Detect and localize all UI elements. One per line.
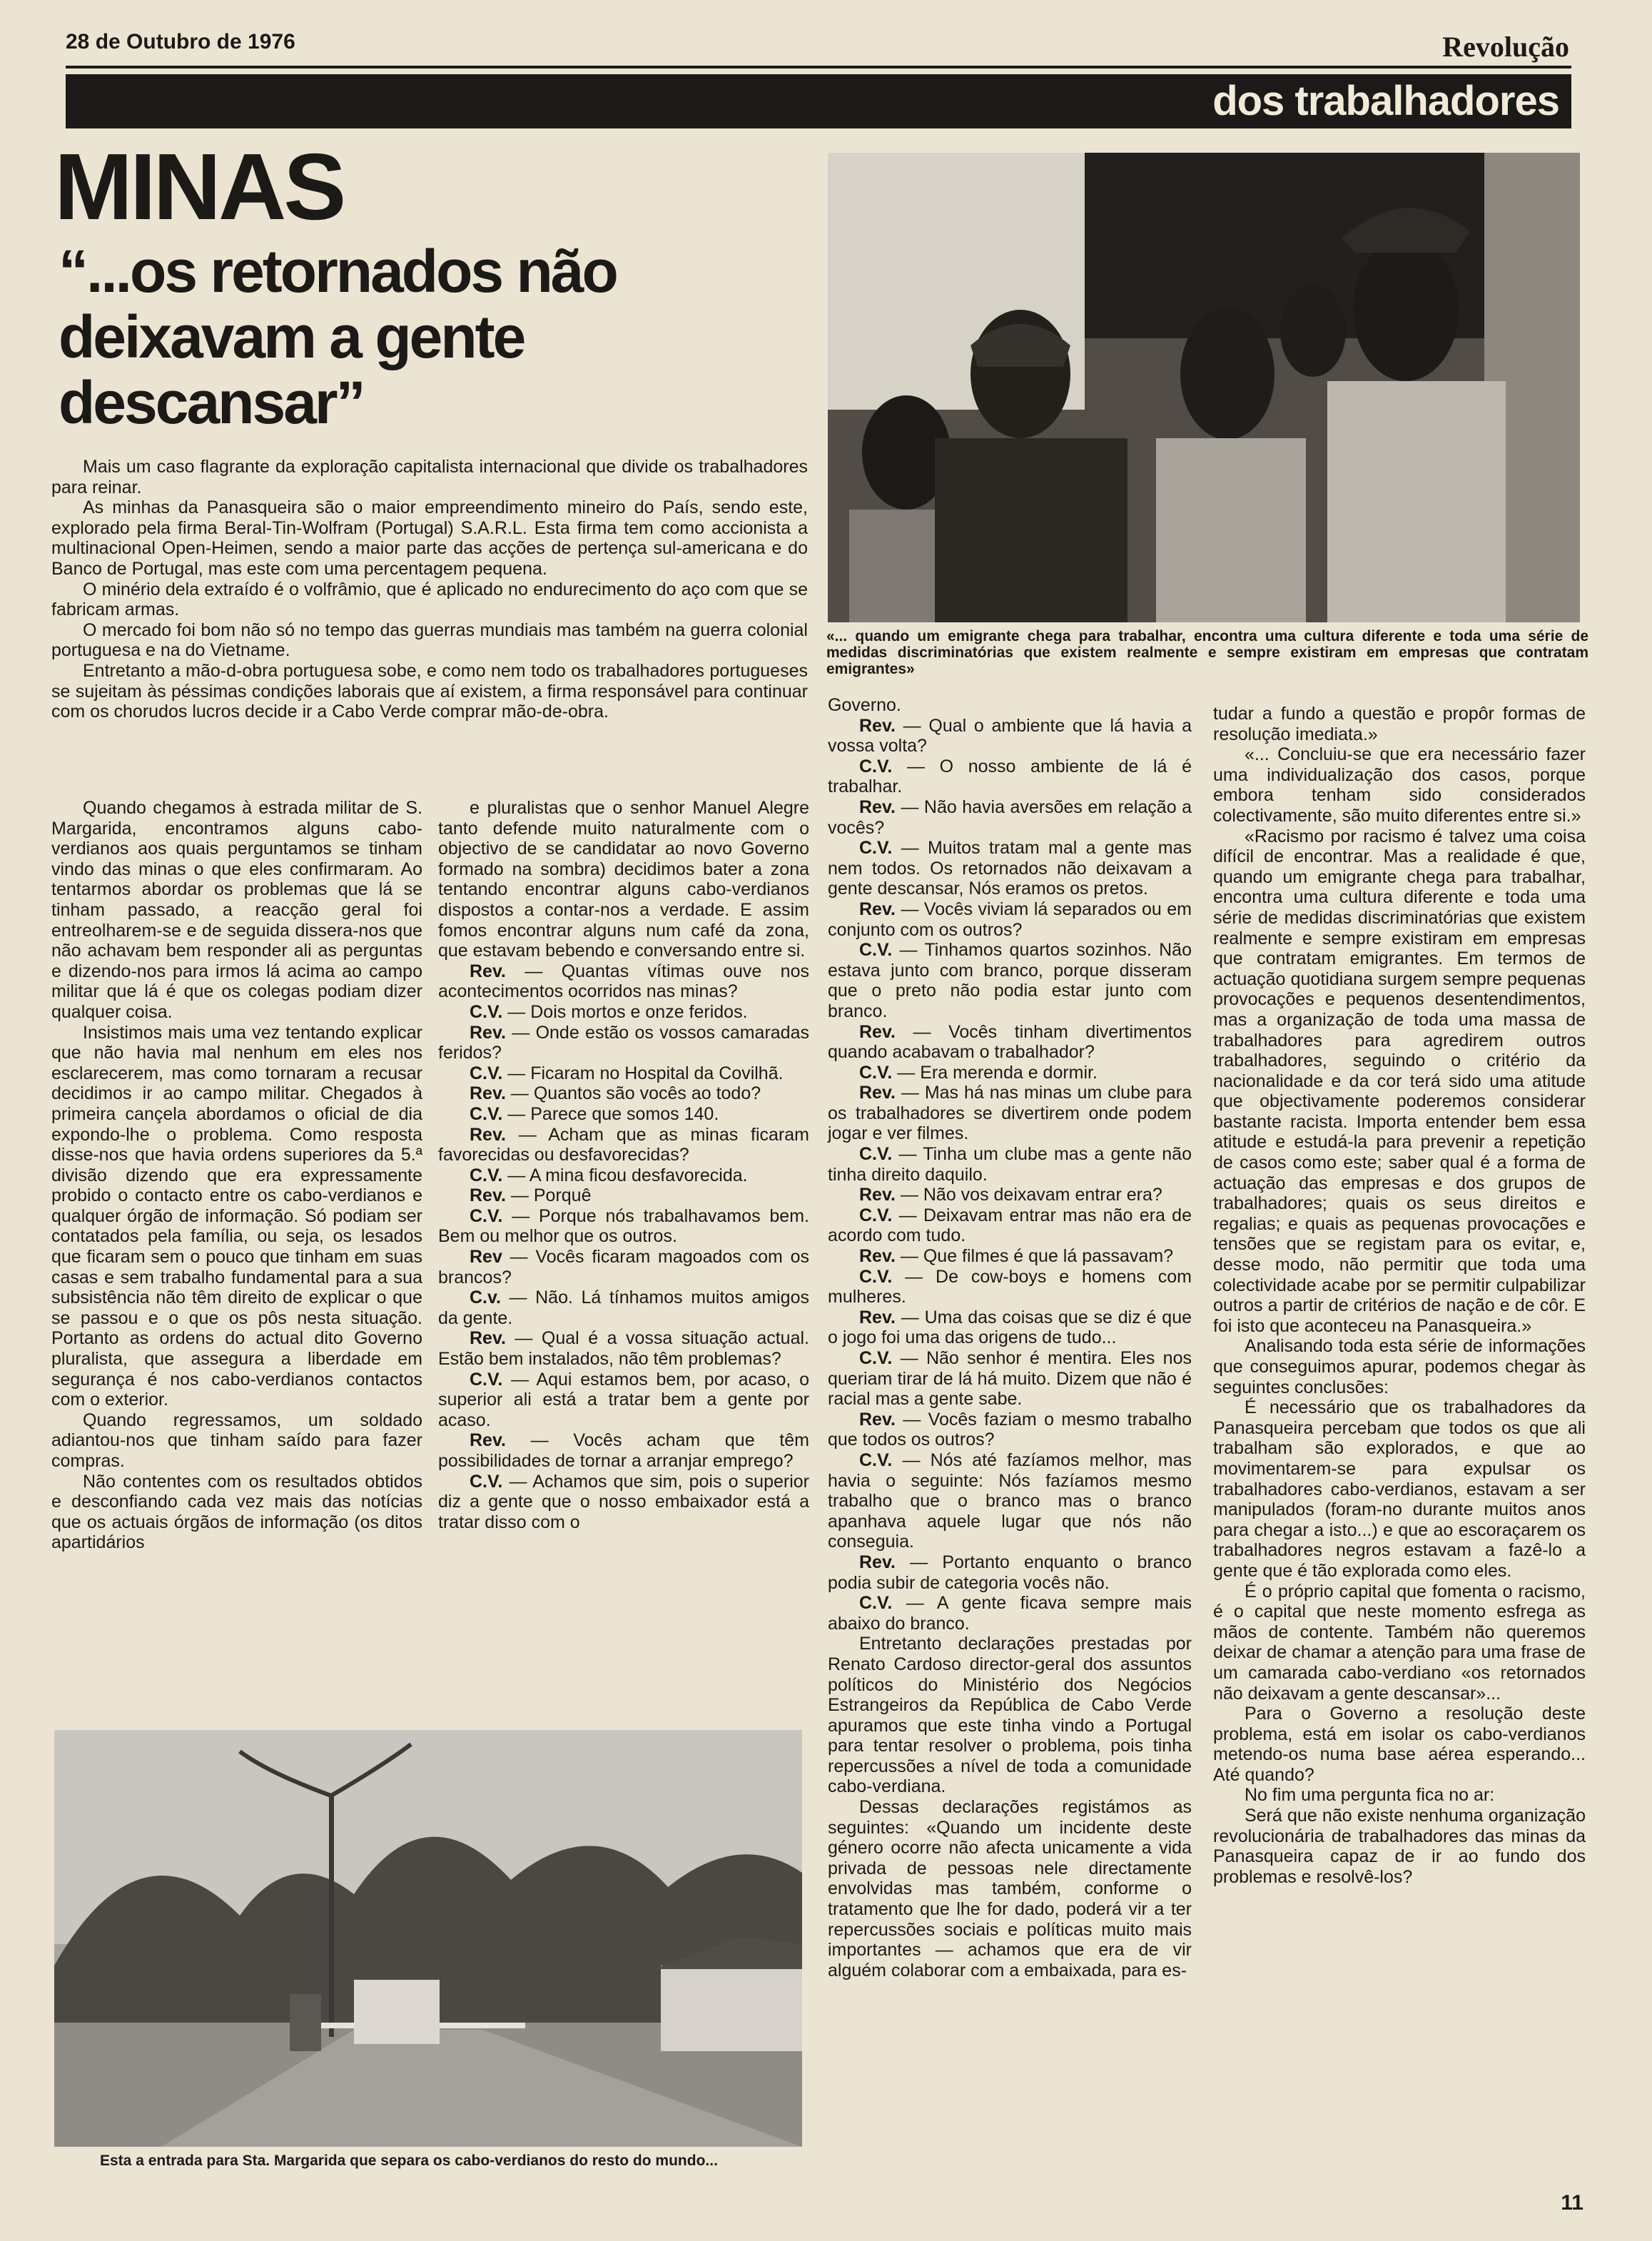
speaker-label: Rev. [470,1124,506,1145]
paragraph: tudar a fundo a questão e propôr formas de resolução imediata.» [1213,704,1586,744]
article-headline: “...os retornados não deixavam a gente descansar” [59,238,617,436]
interview-line: Rev. — Quantas vítimas ouve nos acontecimentos ocorridos nas minas? [438,961,809,1002]
interview-line: C.V. — Parece que somos 140. [470,1103,719,1124]
paragraph: É necessário que os trabalhadores da Panasqueira percebam que todos os que ali trabalham são explorados, e que ao movimentarem-se para expulsar os trabalhadores cabo-verdianos, estavam a ser manipulados (foram-no durante muitos anos para chegar a isto...) e que ao escoraçarem os trabalhadores negros estavam a fazê-lo a gente que é tão explorada como eles. [1213,1397,1586,1581]
speaker-text: Parece que somos 140. [530,1103,719,1124]
interview-line: Rev. — Que filmes é que lá passavam? [859,1246,1174,1267]
interview-line: Rev. — Vocês acham que têm possibilidades de tornar a arranjar emprego? [438,1430,809,1471]
speaker-label: C.V. [859,756,893,776]
speaker-label: Rev. [859,1083,896,1103]
section-title: dos trabalhadores [1212,78,1559,124]
interview-line: C.V. — A gente ficava sempre mais abaixo do branco. [828,1593,1192,1634]
paragraph: Quando chegamos à estrada militar de S. Margarida, encontramos alguns cabo-verdianos aos quais perguntamos se tinham vindo das minas o que eles confirmaram. Ao tentarmos abordar os problemas que lá se tinham passado, a reacção geral foi entreolharem-se e de seguida dissera-nos que não achavam bem responder ali as perguntas e dizendo-nos para irmos lá acima ao campo militar que lá é que os colegas podiam dizer qualquer coisa. [51,798,422,1022]
interview-line: C.V. — Não senhor é mentira. Eles nos queriam tirar de lá há muito. Dizem que não é racial mas a gente sabe. [828,1348,1192,1410]
interview-line: C.V. — A mina ficou desfavorecida. [470,1165,748,1185]
interview-line: C.V. — Aqui estamos bem, por acaso, o superior ali está a tratar bem a gente por acaso. [438,1369,809,1430]
speaker-label: C.V. [470,1165,503,1185]
speaker-text: Vocês acham que têm possibilidades de tornar a arranjar emprego? [438,1430,809,1471]
speaker-text: Qual o ambiente que lá havia a vossa volta? [828,715,1192,757]
speaker-text: O nosso ambiente de lá é trabalhar. [828,756,1192,797]
article-column-3 [828,695,1192,1981]
interview-line: Rev. — Porquê [470,1185,592,1206]
speaker-label: C.V. [859,1348,893,1368]
paragraph: O mercado foi bom não só no tempo das guerras mundiais mas também na guerra colonial portuguesa e na do Vietname. [51,619,808,661]
speaker-text: Tinhamos quartos sozinhos. Não estava junto com branco, porque disseram que o preto não podia estar junto com branco. [828,940,1192,1021]
paragraph: «Racismo por racismo é talvez uma coisa difícil de encontrar. Mas a realidade é que, quando um emigrante chega para trabalhar, encontra uma cultura diferente e toda uma série de medidas discriminatórias que existem realmente e sempre existiram em empresas que contratam emigrantes. Em termos de actuação quotidiana surgem sempre pequenas provocações e pequenos desentendimentos, mas a organização de toda uma massa de trabalhadores para agredirem outros trabalhadores, seguindo o critério da nacionalidade e da cor terá sido uma atitude que objectivamente poderemos considerar bastante racista. Importa entender bem essa atitude e estudá-la para prevenir a repetição de casos como este; saber qual é a forma de actuação das empresas e dos grupos de trabalhadores; quais os seus direitos e regalias; e quais as pequenas provocações e tensões que se registam para os evitar, e, desse modo, não permitir que toda uma colectividade acabe por se permitir culpabilizar outros a partir de critérios de nação e de côr. E foi isto que aconteceu na Panasqueira.» [1213,826,1586,1336]
issue-date: 28 de Outubro de 1976 [66,30,295,54]
speaker-label: C.V. [859,1450,893,1470]
header-rule [66,66,1571,69]
interview-line: Rev. — Quantos são vocês ao todo? [470,1083,761,1104]
article-kicker: MINAS [54,134,344,239]
speaker-text: Tinha um clube mas a gente não tinha direito daquilo. [828,1144,1192,1185]
speaker-label: C.V. [470,1471,503,1492]
paragraph: Para o Governo a resolução deste problema, está em isolar os cabo-verdianos metendo-os numa base aérea esperando... Até quando? [1213,1704,1586,1785]
speaker-text: Onde estão os vossos camaradas feridos? [438,1022,809,1063]
interview-line: C.V. — Tinhamos quartos sozinhos. Não estava junto com branco, porque disseram que o preto não podia estar junto com branco. [828,940,1192,1021]
speaker-label: Rev. [470,1185,506,1206]
article-intro [51,457,808,722]
speaker-label: Rev. [859,796,896,817]
workers-photo-caption: «... quando um emigrante chega para trabalhar, encontra uma cultura diferente e toda uma série de medidas discriminatórias que existem realmente e sempre existiram em empresas que contratam emigrantes» [826,628,1588,677]
paragraph: Analisando toda esta série de informações que conseguimos apurar, podemos chegar às seguintes conclusões: [1213,1336,1586,1397]
speaker-text: Dois mortos e onze feridos. [530,1001,748,1022]
paragraph: Quando regressamos, um soldado adiantou-nos que tinham saído para fazer compras. [51,1410,422,1471]
page-number: 11 [1561,2191,1583,2215]
workers-photo-illustration [828,153,1580,622]
entrance-photo-illustration [54,1730,802,2147]
speaker-label: Rev [470,1247,502,1268]
speaker-text: Porquê [533,1185,592,1206]
speaker-text: Acham que as minas ficaram favorecidas ou desfavorecidas? [438,1124,810,1165]
workers-photo [828,153,1580,622]
speaker-label: Rev. [470,1328,506,1349]
entrance-photo-caption: Esta a entrada para Sta. Margarida que separa os cabo-verdianos do resto do mundo... [100,2153,718,2169]
speaker-text: De cow-boys e homens com mulheres. [828,1266,1192,1307]
speaker-text: A mina ficou desfavorecida. [529,1165,748,1185]
speaker-label: Rev. [859,1307,896,1327]
paragraph: e pluralistas que o senhor Manuel Alegre tanto defende muito naturalmente com o objectivo de se candidatar ao novo Governo formado na sombra) decidimos bater a zona tentando encontrar alguns cabo-verdianos dispostos a contar-nos a verdade. E assim fomos encontrar alguns num café da zona, que estavam bebendo e conversando entre si. [438,798,809,961]
speaker-label: C.V. [470,1001,503,1022]
paragraph: Insistimos mais uma vez tentando explicar que não havia mal nenhum em eles nos esclarecerem, mas como tornaram a recusar decidimos ir ao campo militar. Chegados à primeira cançela abordamos o oficial de dia expondo-lhe o problema. Como resposta disse-nos que havia ordens superiores da 5.ª divisão dizendo que era expressamente probido o contacto entre os cabo-verdianos e qualquer órgão de informação. Só podiam ser contatados pela família, ou seja, os lesados que ficaram sem o pouco que tinham em suas casas e sem trabalho fundamental para a sua subsistência não têm direito de explicar o que se passou e o que os pôs nesta situação. Portanto as ordens do actual dito Governo pluralista, que assegura a liberdade em segurança é nos cabo-verdianos contactos com o exterior. [51,1022,422,1410]
entrance-photo [54,1730,802,2147]
paragraph: Entretanto declarações prestadas por Renato Cardoso director-geral dos assuntos políticos do Ministério dos Negócios Estrangeiros da República de Cabo Verde apuramos que este tinha vindo a Portugal para tentar resolver o problema, pois tinha repercussões a nível de toda a comunidade cabo-verdiana. [828,1634,1192,1797]
speaker-label: Rev. [859,1185,896,1205]
speaker-label: Rev. [859,1246,896,1267]
speaker-text: Quantos são vocês ao todo? [533,1083,761,1104]
interview-line: C.V. — Achamos que sim, pois o superior diz a gente que o nosso embaixador está a tratar disso com o [438,1471,809,1532]
speaker-text: Mas há nas minas um clube para os trabalhadores se divertirem onde podem jogar e ver filmes. [828,1083,1192,1144]
speaker-text: Quantas vítimas ouve nos acontecimentos ocorridos nas minas? [438,961,809,1002]
speaker-text: Vocês ficaram magoados com os brancos? [438,1247,809,1288]
interview-line: Rev. — Qual é a vossa situação actual. Estão bem instalados, não têm problemas? [438,1328,809,1370]
paragraph: Mais um caso flagrante da exploração capitalista internacional que divide os trabalhadores para reinar. [51,457,808,497]
interview-line: Rev. — Vocês tinham divertimentos quando acabavam o trabalhador? [828,1021,1192,1063]
speaker-label: Rev. [470,1430,506,1451]
interview-line: Rev. — Acham que as minas ficaram favorecidas ou desfavorecidas? [438,1124,810,1165]
speaker-text: Achamos que sim, pois o superior diz a gente que o nosso embaixador está a tratar disso com o [438,1471,809,1532]
speaker-label: Rev. [859,899,896,919]
interview-line: C.V. — Era merenda e dormir. [859,1062,1098,1083]
paragraph: No fim uma pergunta fica no ar: [1245,1785,1495,1806]
paragraph: Entretanto a mão-d-obra portuguesa sobe, e como nem todo os trabalhadores portugueses se sujeitam às péssimas condições laborais que aí existem, a firma responsável para continuar com os chorudos lucros decide ir a Cabo Verde comprar mão-de-obra. [51,660,808,722]
speaker-text: Não senhor é mentira. Eles nos queriam tirar de lá há muito. Dizem que não é racial mas a gente sabe. [828,1348,1192,1410]
interview-line: Rev. — Portanto enquanto o branco podia subir de categoria vocês não. [828,1552,1192,1593]
paragraph: Dessas declarações registámos as seguintes: «Quando um incidente deste género ocorre não afecta unicamente a vida privada de pessoas nele directamente envolvidas mas também, conforme o tratamento que lhe for dado, poderá vir a ter repercussões sociais e políticas muito mais importantes — achamos que era de vir alguém colaborar com a embaixada, para es- [828,1797,1192,1981]
speaker-label: Rev. [859,715,896,736]
interview-line: Rev. — Uma das coisas que se diz é que o jogo foi uma das origens de tudo... [828,1307,1192,1348]
article-column-4 [1213,704,1586,1887]
speaker-label: Rev. [859,1552,896,1572]
speaker-label: C.V. [470,1103,503,1124]
interview-line: C.v. — Não. Lá tínhamos muitos amigos da gente. [438,1288,809,1328]
speaker-text: Porque nós trabalhavamos bem. Bem ou melhor que os outros. [438,1205,809,1247]
speaker-label: Rev. [859,1021,896,1042]
speaker-label: C.V. [859,1266,893,1287]
speaker-text: Que filmes é que lá passavam? [923,1246,1174,1267]
interview-line: C.V. — Ficaram no Hospital da Covilhã. [470,1063,784,1083]
interview-line: Rev. — Não havia aversões em relação a vocês? [828,796,1192,838]
speaker-text: Era merenda e dormir. [920,1062,1098,1083]
paragraph: Não contentes com os resultados obtidos e desconfiando cada vez mais das notícias que os actuais órgãos de informação (os ditos apartidários [51,1471,422,1553]
speaker-label: Rev. [470,1022,506,1043]
speaker-label: C.v. [470,1288,501,1308]
paragraph: «... Concluiu-se que era necessário fazer uma individualização dos casos, porque embora tenham sido considerados colectivamente, são muito diferentes entre si.» [1213,744,1586,826]
interview-line: C.V. — Deixavam entrar mas não era de acordo com tudo. [828,1205,1192,1246]
interview-line: C.V. — Dois mortos e onze feridos. [470,1001,748,1022]
interview-line: Rev. — Mas há nas minas um clube para os trabalhadores se divertirem onde podem jogar e ver filmes. [828,1083,1192,1144]
interview-line: Rev. — Qual o ambiente que lá havia a vossa volta? [828,715,1192,757]
paragraph: Será que não existe nenhuma organização revolucionária de trabalhadores das minas da Panasqueira capaz de ir ao fundo dos problemas e resolvê-los? [1213,1806,1586,1887]
speaker-text: Vocês faziam o mesmo trabalho que todos os outros? [828,1409,1192,1450]
article-column-1 [51,798,422,1553]
interview-line: Rev — Vocês ficaram magoados com os brancos? [438,1247,809,1288]
paragraph: As minhas da Panasqueira são o maior empreendimento mineiro do País, sendo este, explorado pela firma Beral-Tin-Wolfram (Portugal) S.A.R.L. Esta firma tem como accionista a multinacional Open-Heimen, sendo a maior parte das acções de pertença sul-americana e do Banco de Portugal, mas este com uma percentagem pequena. [51,497,808,579]
speaker-label: Rev. [859,1409,896,1430]
speaker-text: Uma das coisas que se diz é que o jogo foi uma das origens de tudo... [828,1307,1192,1348]
speaker-label: C.V. [859,1205,893,1225]
speaker-text: Ficaram no Hospital da Covilhã. [530,1063,784,1083]
speaker-text: Não havia aversões em relação a vocês? [828,796,1192,838]
speaker-label: C.V. [470,1063,503,1083]
interview-line: C.V. — Porque nós trabalhavamos bem. Bem ou melhor que os outros. [438,1205,809,1247]
speaker-label: C.V. [470,1369,503,1390]
speaker-label: C.V. [859,1593,893,1614]
speaker-text: Muitos tratam mal a gente mas nem todos. Os retornados não deixavam a gente descansar, Nós eramos os pretos. [828,838,1192,899]
interview-line: Rev. — Onde estão os vossos camaradas feridos? [438,1022,809,1063]
speaker-label: C.V. [470,1205,503,1226]
speaker-text: Qual é a vossa situação actual. Estão bem instalados, não têm problemas? [438,1328,809,1370]
article-column-2 [438,798,809,1532]
interview-line: C.V. — O nosso ambiente de lá é trabalhar. [828,756,1192,797]
speaker-text: Vocês viviam lá separados ou em conjunto com os outros? [828,899,1192,940]
interview-line: C.V. — Nós até fazíamos melhor, mas havia o seguinte: Nós fazíamos mesmo trabalho que o branco mas o branco apanhava aquele lugar que nós não conseguia. [828,1450,1192,1552]
interview-line: Rev. — Vocês faziam o mesmo trabalho que todos os outros? [828,1409,1192,1450]
speaker-text: Não. Lá tínhamos muitos amigos da gente. [438,1288,809,1328]
interview-line: C.V. — De cow-boys e homens com mulheres. [828,1266,1192,1307]
speaker-text: Não vos deixavam entrar era? [923,1185,1162,1205]
interview-line: Rev. — Não vos deixavam entrar era? [859,1185,1162,1205]
speaker-text: Nós até fazíamos melhor, mas havia o seguinte: Nós fazíamos mesmo trabalho que o branco mas o branco apanhava aquele lugar que nós não conseguia. [828,1450,1192,1552]
speaker-label: Rev. [470,961,506,981]
interview-line: Rev. — Vocês viviam lá separados ou em conjunto com os outros? [828,899,1192,940]
speaker-label: C.V. [859,838,893,859]
paragraph: O minério dela extraído é o volfrâmio, que é aplicado no endurecimento do aço com que se fabricam armas. [51,579,808,620]
paragraph: Governo. [828,695,901,715]
speaker-label: C.V. [859,1062,893,1083]
speaker-label: C.V. [859,940,893,961]
speaker-label: Rev. [470,1083,506,1104]
speaker-text: Portanto enquanto o branco podia subir de categoria vocês não. [828,1552,1192,1593]
interview-line: C.V. — Tinha um clube mas a gente não tinha direito daquilo. [828,1144,1192,1185]
paragraph: É o próprio capital que fomenta o racismo, é o capital que neste momento esfrega as mãos de contente. Também não queremos deixar de chamar a atenção para uma frase de um camarada cabo-verdiano «os retornados não deixavam a gente descansar»... [1213,1581,1586,1704]
speaker-text: Deixavam entrar mas não era de acordo com tudo. [828,1205,1192,1246]
interview-line: C.V. — Muitos tratam mal a gente mas nem todos. Os retornados não deixavam a gente descansar, Nós eramos os pretos. [828,838,1192,899]
newspaper-name: Revolução [1442,31,1569,63]
speaker-text: Vocês tinham divertimentos quando acabavam o trabalhador? [828,1021,1192,1063]
speaker-text: A gente ficava sempre mais abaixo do branco. [828,1593,1192,1634]
speaker-label: C.V. [859,1144,893,1165]
speaker-text: Aqui estamos bem, por acaso, o superior ali está a tratar bem a gente por acaso. [438,1369,809,1430]
